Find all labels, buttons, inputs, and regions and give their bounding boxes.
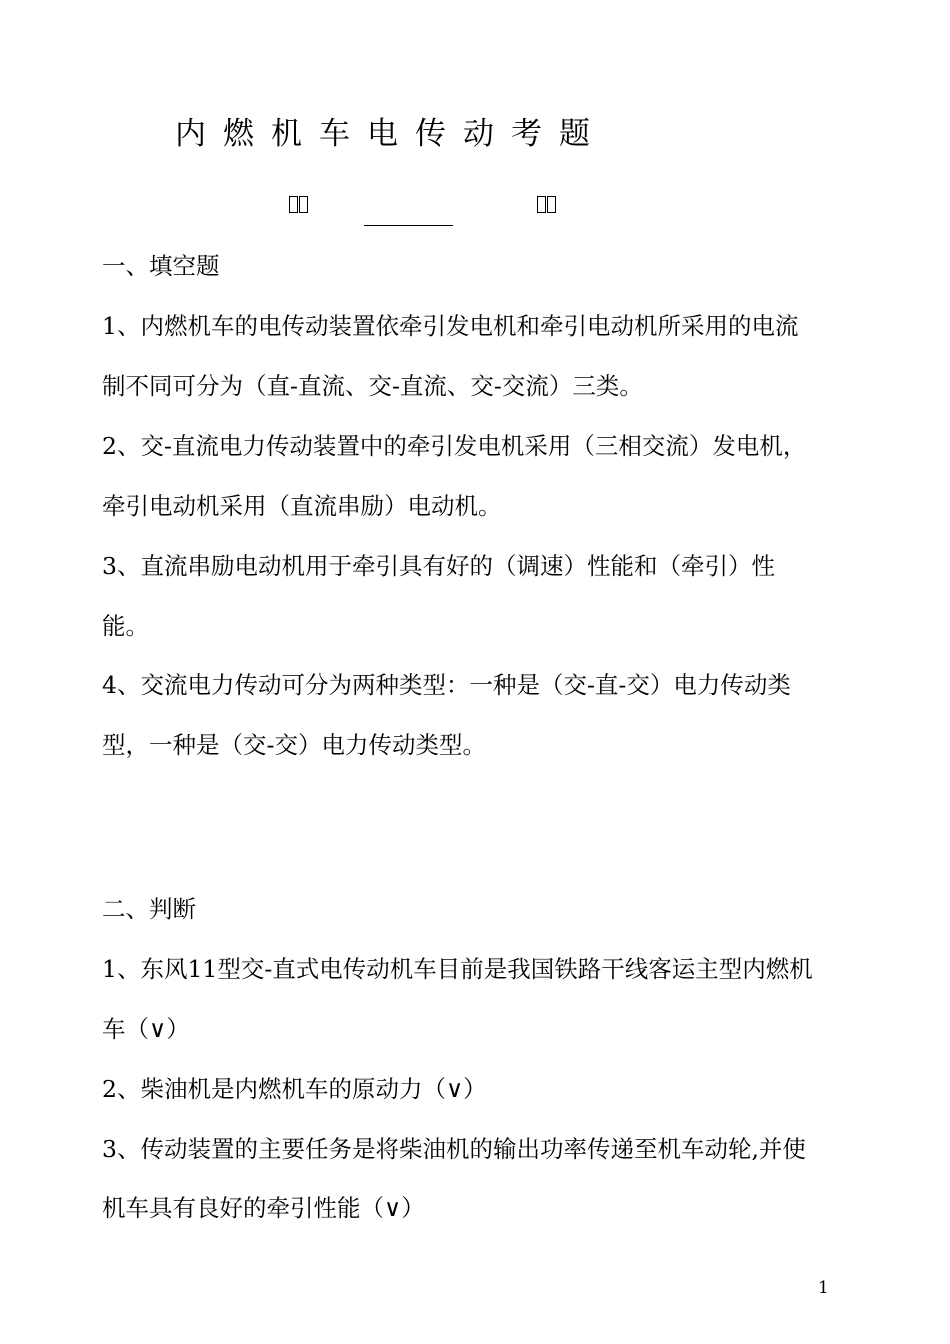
document-title: 内燃机车电传动考题 [175, 116, 607, 152]
text-line: 型，一种是（交-交）电力传动类型。 [102, 731, 486, 759]
text-line: 能。 [102, 612, 149, 640]
section-heading: 一、填空题 [102, 252, 220, 280]
text-line: 2、柴油机是内燃机车的原动力（∨） [102, 1075, 487, 1103]
text-line: 牵引电动机采用（直流串励）电动机。 [102, 492, 502, 520]
text-line: 车（∨） [102, 1015, 190, 1043]
page-number: 1 [818, 1278, 829, 1298]
text-line: 2、交-直流电力传动装置中的牵引发电机采用（三相交流）发电机， [102, 432, 807, 460]
text-line: 1、东风11型交-直式电传动机车目前是我国铁路干线客运主型内燃机 [102, 955, 813, 983]
missing-glyph-icon [289, 196, 309, 213]
text-line: 3、直流串励电动机用于牵引具有好的（调速）性能和（牵引）性 [102, 552, 775, 580]
missing-glyph-icon [537, 196, 557, 213]
blank-underline [364, 225, 453, 226]
text-line: 4、交流电力传动可分为两种类型：一种是（交-直-交）电力传动类 [102, 671, 791, 699]
text-line: 制不同可分为（直-直流、交-直流、交-交流）三类。 [102, 372, 643, 400]
text-line: 机车具有良好的牵引性能（∨） [102, 1194, 425, 1222]
section-heading: 二、判断 [102, 895, 196, 923]
text-line: 1、内燃机车的电传动装置依牵引发电机和牵引电动机所采用的电流 [102, 312, 799, 340]
text-line: 3、传动装置的主要任务是将柴油机的输出功率传递至机车动轮,并使 [102, 1135, 806, 1163]
